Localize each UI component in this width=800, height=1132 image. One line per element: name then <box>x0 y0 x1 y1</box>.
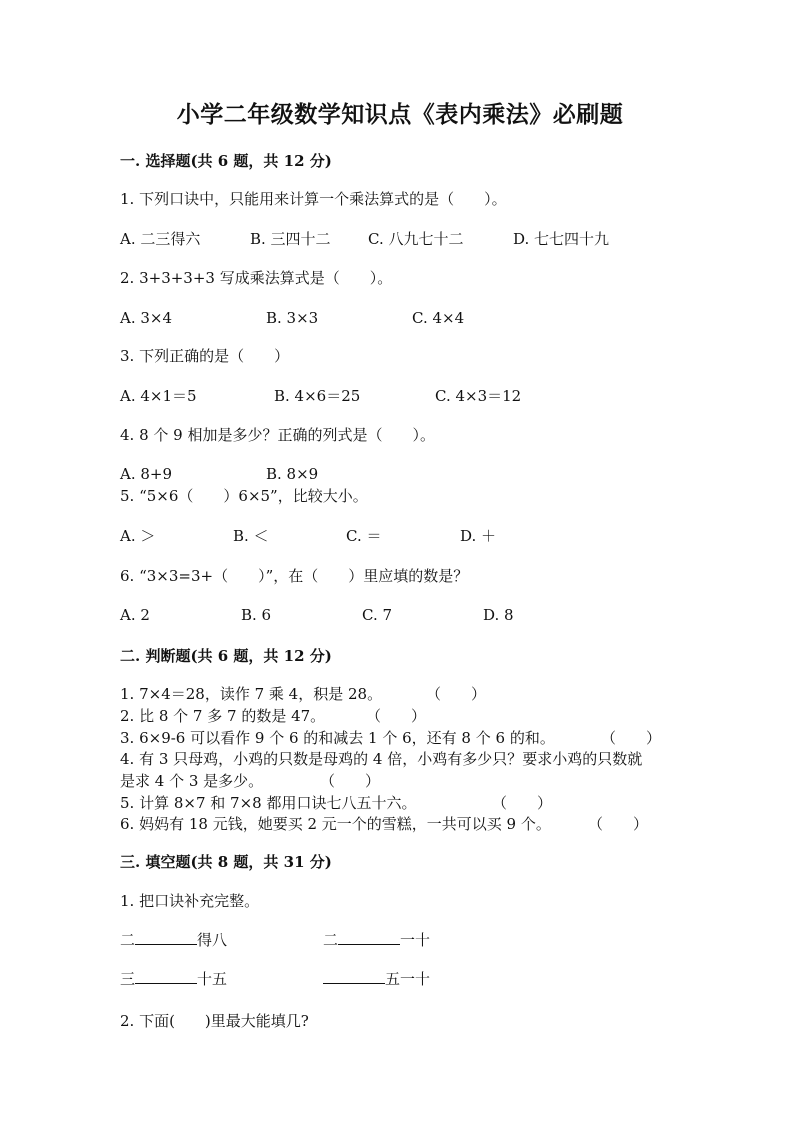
option: C. ＝ <box>346 527 382 545</box>
option: A. 二三得六 <box>120 230 201 248</box>
question-text: 2. 下面( )里最大能填几? <box>120 1012 309 1030</box>
option: B. 三四十二 <box>250 230 331 248</box>
option: C. 4×4 <box>412 309 465 327</box>
option: B. 4×6＝25 <box>274 387 361 405</box>
question-text: 6. “3×3=3+（ ）”，在（ ）里应填的数是？ <box>120 567 469 585</box>
judge-item: 3. 6×9-6 可以看作 9 个 6 的和减去 1 个 6，还有 8 个 6 的和。 <box>120 729 555 747</box>
fill-prefix: 二 <box>323 931 339 949</box>
option: B. 8×9 <box>266 465 319 483</box>
fill-blank[interactable] <box>323 969 385 984</box>
question-text: 4. 8 个 9 相加是多少？正确的列式是（ ）。 <box>120 426 435 444</box>
fill-row <box>120 929 227 951</box>
judge-item: 是求 4 个 3 是多少。 <box>120 772 264 790</box>
section-heading-choice: 一. 选择题(共 6 题，共 12 分) <box>120 152 332 170</box>
judge-item: 5. 计算 8×7 和 7×8 都用口诀七八五十六。 <box>120 794 417 812</box>
question-text: 1. 把口诀补充完整。 <box>120 892 260 910</box>
section-heading-fill: 三. 填空题(共 8 题，共 31 分) <box>120 853 332 871</box>
option: D. 8 <box>483 606 514 624</box>
question-text: 3. 下列正确的是（ ） <box>120 347 290 365</box>
section-heading-judge: 二. 判断题(共 6 题，共 12 分) <box>120 647 332 665</box>
fill-blank[interactable] <box>135 969 197 984</box>
option: C. 4×3＝12 <box>435 387 522 405</box>
judge-item: 6. 妈妈有 18 元钱，她要买 2 元一个的雪糕，一共可以买 9 个。 <box>120 815 551 833</box>
option: C. 八九七十二 <box>368 230 464 248</box>
option: A. 3×4 <box>120 309 173 327</box>
answer-paren: （ ） <box>426 685 487 703</box>
answer-paren: （ ） <box>366 707 427 725</box>
fill-prefix: 三 <box>120 970 136 988</box>
fill-row <box>323 929 430 951</box>
fill-row <box>120 968 227 990</box>
option: A. 4×1＝5 <box>120 387 197 405</box>
question-text: 1. 下列口诀中，只能用来计算一个乘法算式的是（ ）。 <box>120 190 507 208</box>
question-text: 5. “5×6（ ）6×5”，比较大小。 <box>120 487 368 505</box>
fill-blank[interactable] <box>135 930 197 945</box>
judge-item: 4. 有 3 只母鸡，小鸡的只数是母鸡的 4 倍，小鸡有多少只？要求小鸡的只数就 <box>120 750 643 768</box>
option: D. ＋ <box>460 527 497 545</box>
fill-suffix: 一十 <box>400 931 431 949</box>
answer-paren: （ ） <box>601 729 662 747</box>
fill-prefix: 二 <box>120 931 136 949</box>
option: A. 2 <box>120 606 150 624</box>
judge-item: 2. 比 8 个 7 多 7 的数是 47。 <box>120 707 326 725</box>
fill-suffix: 得八 <box>197 931 228 949</box>
answer-paren: （ ） <box>492 794 553 812</box>
question-text: 2. 3+3+3+3 写成乘法算式是（ ）。 <box>120 269 393 287</box>
fill-suffix: 十五 <box>197 970 228 988</box>
option: B. ＜ <box>233 527 269 545</box>
option: D. 七七四十九 <box>513 230 610 248</box>
fill-blank[interactable] <box>338 930 400 945</box>
answer-paren: （ ） <box>320 772 381 790</box>
page-title: 小学二年级数学知识点《表内乘法》必刷题 <box>176 101 624 128</box>
option: A. ＞ <box>120 527 156 545</box>
option: B. 6 <box>241 606 272 624</box>
fill-suffix: 五一十 <box>385 970 431 988</box>
fill-row <box>323 968 430 990</box>
option: B. 3×3 <box>266 309 319 327</box>
option: C. 7 <box>362 606 393 624</box>
option: A. 8+9 <box>120 465 173 483</box>
answer-paren: （ ） <box>588 815 649 833</box>
judge-item: 1. 7×4＝28，读作 7 乘 4，积是 28。 <box>120 685 383 703</box>
